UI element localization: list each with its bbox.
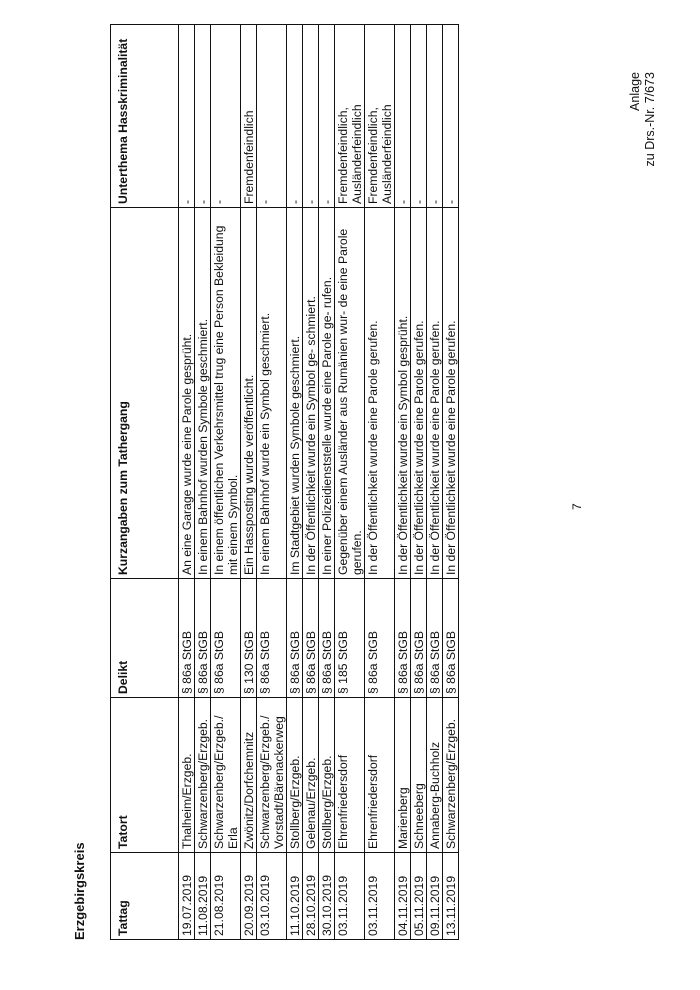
cell-offense: § 86a StGB [303, 579, 319, 698]
cell-place: Thalheim/Erzgeb. [179, 698, 195, 853]
table-row [443, 25, 459, 940]
cell-offense: § 86a StGB [365, 579, 395, 698]
cell-offense: § 86a StGB [257, 579, 287, 698]
table-row [335, 25, 365, 940]
cell-description: In der Öffentlichkeit wurde ein Symbol ge- schmiert. [303, 208, 319, 579]
cell-description: In der Öffentlichkeit wurde eine Parole gerufen. [365, 208, 395, 579]
cell-offense: § 86a StGB [179, 579, 195, 698]
document-number: zu Drs.-Nr. 7/673 [643, 72, 657, 167]
cell-date: 28.10.2019 [303, 853, 319, 940]
cell-place: Schwarzenberg/Erzgeb./ Erla [211, 698, 241, 853]
table-row [179, 25, 195, 940]
table-row [365, 25, 395, 940]
cell-place: Annaberg-Buchholz [427, 698, 443, 853]
cell-description: In der Öffentlichkeit wurde eine Parole gerufen. [427, 208, 443, 579]
cell-offense: § 185 StGB [335, 579, 365, 698]
cell-subtopic: Fremdenfeindlich, Ausländerfeindlich [335, 25, 365, 208]
cell-date: 11.10.2019 [287, 853, 303, 940]
cell-description: In der Öffentlichkeit wurde eine Parole gerufen. [443, 208, 459, 579]
cell-description: Ein Hassposting wurde veröffentlicht. [241, 208, 257, 579]
column-header-subtopic: Unterthema Hasskriminalität [111, 25, 179, 208]
page-number: 7 [570, 503, 584, 510]
table-row [241, 25, 257, 940]
table-header-row [111, 25, 179, 940]
incident-table [110, 24, 459, 940]
cell-description: Im Stadtgebiet wurden Symbole geschmiert. [287, 208, 303, 579]
table-row [427, 25, 443, 940]
cell-place: Schwarzenberg/Erzgeb. [443, 698, 459, 853]
cell-offense: § 86a StGB [443, 579, 459, 698]
table-row [319, 25, 335, 940]
cell-subtopic: - [303, 25, 319, 208]
cell-date: 30.10.2019 [319, 853, 335, 940]
attachment-label: Anlage [628, 72, 642, 111]
cell-date: 13.11.2019 [443, 853, 459, 940]
cell-subtopic: Fremdenfeindlich [241, 25, 257, 208]
cell-date: 03.10.2019 [257, 853, 287, 940]
table-row [257, 25, 287, 940]
cell-subtopic: - [211, 25, 241, 208]
cell-offense: § 86a StGB [287, 579, 303, 698]
cell-date: 03.11.2019 [335, 853, 365, 940]
table-body [179, 25, 459, 940]
column-header-description: Kurzangaben zum Tathergang [111, 208, 179, 579]
table-row [411, 25, 427, 940]
cell-offense: § 86a StGB [211, 579, 241, 698]
cell-place: Zwönitz/Dorfchemnitz [241, 698, 257, 853]
cell-description: In der Öffentlichkeit wurde eine Parole gerufen. [411, 208, 427, 579]
cell-place: Schwarzenberg/Erzgeb. [195, 698, 211, 853]
cell-subtopic: - [427, 25, 443, 208]
cell-subtopic: - [319, 25, 335, 208]
table-row [287, 25, 303, 940]
cell-date: 03.11.2019 [365, 853, 395, 940]
cell-place: Ehrenfriedersdorf [335, 698, 365, 853]
cell-description: In einer Polizeidienststelle wurde eine Parole ge- rufen. [319, 208, 335, 579]
table-row [395, 25, 411, 940]
column-header-place: Tatort [111, 698, 179, 853]
cell-description: An eine Garage wurde eine Parole gesprüht. [179, 208, 195, 579]
column-header-offense: Delikt [111, 579, 179, 698]
table-row [303, 25, 319, 940]
cell-subtopic: - [179, 25, 195, 208]
cell-description: In einem Bahnhof wurden Symbole geschmiert. [195, 208, 211, 579]
cell-place: Marienberg [395, 698, 411, 853]
column-header-date: Tattag [111, 853, 179, 940]
cell-subtopic: - [287, 25, 303, 208]
cell-subtopic: - [257, 25, 287, 208]
cell-offense: § 86a StGB [395, 579, 411, 698]
cell-date: 11.08.2019 [195, 853, 211, 940]
cell-place: Ehrenfriedersdorf [365, 698, 395, 853]
cell-place: Gelenau/Erzgeb. [303, 698, 319, 853]
cell-subtopic: - [395, 25, 411, 208]
attachment-note [628, 72, 658, 166]
cell-offense: § 86a StGB [411, 579, 427, 698]
cell-offense: § 86a StGB [427, 579, 443, 698]
cell-subtopic: - [411, 25, 427, 208]
cell-place: Schneeberg [411, 698, 427, 853]
region-title: Erzgebirgskreis [72, 842, 87, 940]
cell-description: In der Öffentlichkeit wurde ein Symbol gesprüht. [395, 208, 411, 579]
cell-subtopic: - [443, 25, 459, 208]
cell-subtopic: - [195, 25, 211, 208]
cell-description: In einem öffentlichen Verkehrsmittel trug eine Person Bekleidung mit einem Symbol. [211, 208, 241, 579]
table-row [211, 25, 241, 940]
cell-offense: § 86a StGB [319, 579, 335, 698]
table-row [195, 25, 211, 940]
cell-place: Stollberg/Erzgeb. [287, 698, 303, 853]
cell-subtopic: Fremdenfeindlich, Ausländerfeindlich [365, 25, 395, 208]
cell-place: Schwarzenberg/Erzgeb./ Vorstadt/Bärenackerweg [257, 698, 287, 853]
cell-date: 05.11.2019 [411, 853, 427, 940]
cell-date: 21.08.2019 [211, 853, 241, 940]
cell-date: 20.09.2019 [241, 853, 257, 940]
rotated-page-content [72, 38, 592, 940]
cell-description: Gegenüber einem Ausländer aus Rumänien wur- de eine Parole gerufen. [335, 208, 365, 579]
cell-date: 19.07.2019 [179, 853, 195, 940]
cell-date: 04.11.2019 [395, 853, 411, 940]
cell-description: In einem Bahnhof wurde ein Symbol geschmiert. [257, 208, 287, 579]
cell-offense: § 86a StGB [195, 579, 211, 698]
cell-place: Stollberg/Erzgeb. [319, 698, 335, 853]
cell-date: 09.11.2019 [427, 853, 443, 940]
cell-offense: § 130 StGB [241, 579, 257, 698]
